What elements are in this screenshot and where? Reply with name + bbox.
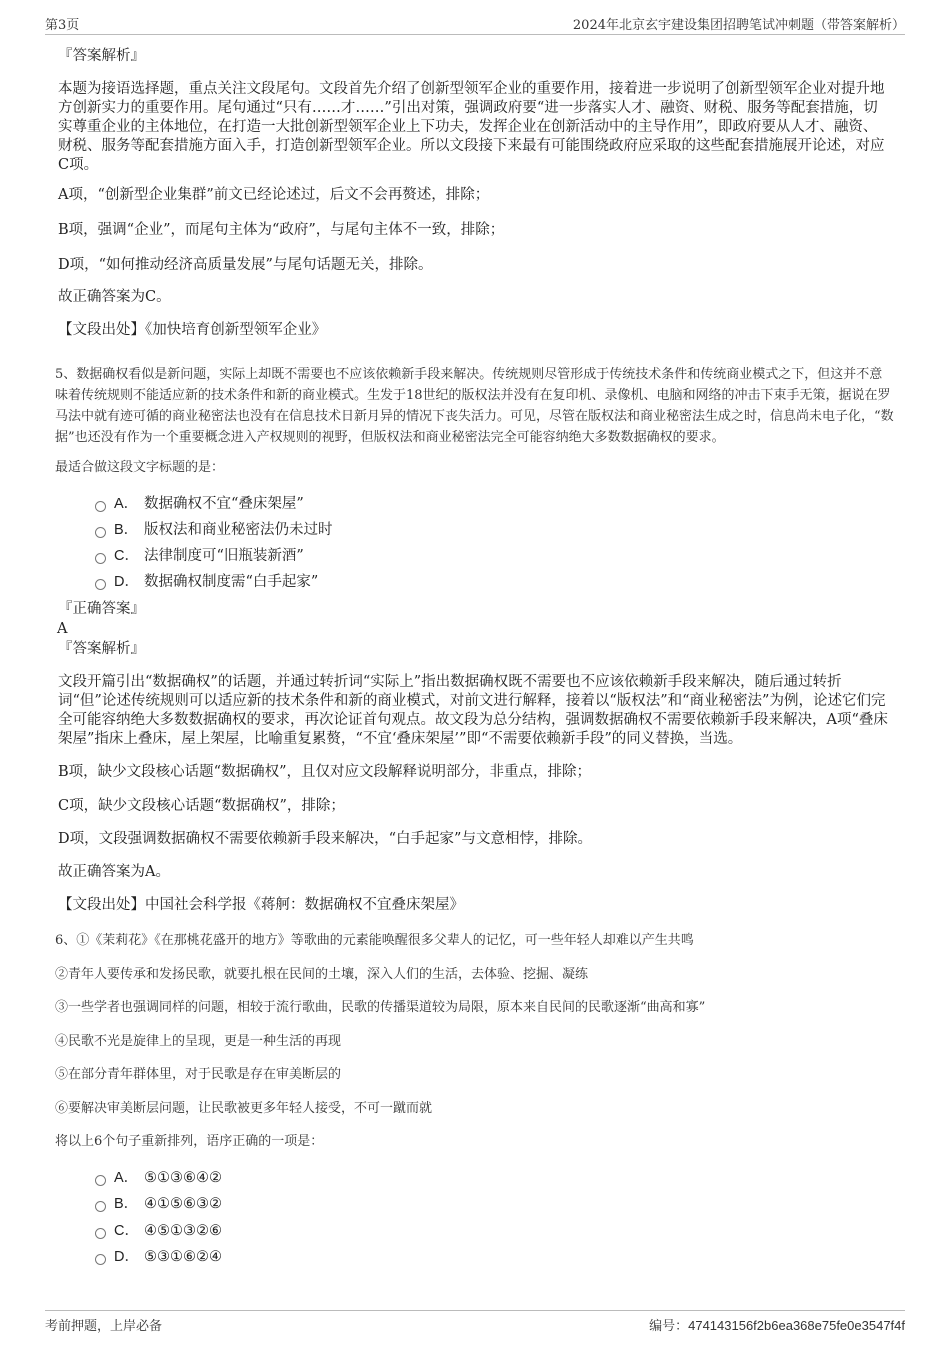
radio-icon[interactable] bbox=[95, 553, 106, 564]
q5-note-d: D项，文段强调数据确权不需要依赖新手段来解决，“白手起家”与文意相悖，排除。 bbox=[58, 831, 592, 847]
q5-conclusion: 故正确答案为A。 bbox=[58, 864, 170, 880]
q5-answer: A bbox=[57, 621, 68, 637]
page-header bbox=[45, 12, 905, 35]
radio-icon[interactable] bbox=[95, 1175, 106, 1186]
q6-option-a[interactable]: A． ⑤①③⑥④② bbox=[95, 1168, 222, 1188]
q5-note-b: B项，缺少文段核心话题“数据确权”，且仅对应文段解释说明部分，非重点，排除； bbox=[58, 764, 591, 780]
q5-source: 【文段出处】中国社会科学报《蒋舸：数据确权不宜叠床架屋》 bbox=[58, 897, 464, 913]
q5-note-c: C项，缺少文段核心话题“数据确权”，排除； bbox=[58, 798, 345, 814]
q4-analysis-body: 本题为接语选择题，重点关注文段尾句。文段首先介绍了创新型领军企业的重要作用，接着进一步说明了创新型领军企业对提升地方创新实力的重要作用。尾句通过“只有……才……”引出对策，强调政府要“进一步落实人才、融资、财税、服务等配套措施，切实尊重企业的主体地位，在打造一大批创新型领军企业上下功夫，发挥企业在创新活动中的主导作用”，即政府要从人才、融资、财税、服务等配套措施方面入手，打造创新型领军企业。所以文段接下来最有可能围绕政府应采取的这些配套措施展开论述，对应C项。 bbox=[58, 81, 885, 173]
radio-icon[interactable] bbox=[95, 527, 106, 538]
q4-note-d: D项，“如何推动经济高质量发展”与尾句话题无关，排除。 bbox=[58, 257, 433, 273]
document-code bbox=[649, 1315, 905, 1334]
q6-sentence-5: ⑤在部分青年群体里，对于民歌是存在审美断层的 bbox=[55, 1067, 342, 1082]
q6-prompt: 将以上6个句子重新排列，语序正确的一项是： bbox=[55, 1134, 324, 1149]
q5-analysis-label: 『答案解析』 bbox=[58, 641, 145, 657]
radio-icon[interactable] bbox=[95, 1254, 106, 1265]
q6-sentence-4: ④民歌不光是旋律上的呈现，更是一种生活的再现 bbox=[55, 1034, 342, 1049]
q6-sentence-2: ②青年人要传承和发扬民歌，就要扎根在民间的土壤，深入人们的生活，去体验、挖掘、凝练 bbox=[55, 967, 589, 982]
q5-answer-label: 『正确答案』 bbox=[58, 601, 145, 617]
q5-prompt: 最适合做这段文字标题的是： bbox=[55, 460, 225, 475]
q6-option-d[interactable]: D． ⑤③①⑥②④ bbox=[95, 1247, 222, 1267]
page-footer bbox=[45, 1310, 905, 1335]
q5-option-c[interactable]: C． 法律制度可“旧瓶装新酒” bbox=[95, 546, 304, 566]
footer-slogan: 考前押题，上岸必备 bbox=[45, 1319, 163, 1334]
q4-analysis-label: 『答案解析』 bbox=[58, 48, 145, 64]
code-label: 编号： bbox=[649, 1319, 689, 1334]
radio-icon[interactable] bbox=[95, 579, 106, 590]
q5-option-a[interactable]: A． 数据确权不宜“叠床架屋” bbox=[95, 494, 304, 514]
q5-analysis-body: 文段开篇引出“数据确权”的话题，并通过转折词“实际上”指出数据确权既不需要也不应该依赖新手段来解决，随后通过转折词“但”论述传统规则可以适应新的技术条件和新的商业模式，对前文进行解释，接着以“版权法”和“商业秘密法”为例，论述它们完全可能容纳绝大多数数据确权的要求，再次论证首句观点。故文段为总分结构，强调数据确权不需要依赖新手段来解决，A项“叠床架屋”指床上叠床，屋上架屋，比喻重复累赘，“不宜‘叠床架屋’”即“不需要依赖新手段”的同义替换，当选。 bbox=[58, 674, 888, 747]
q6-option-c[interactable]: C． ④⑤①③②⑥ bbox=[95, 1221, 222, 1241]
radio-icon[interactable] bbox=[95, 501, 106, 512]
q4-conclusion: 故正确答案为C。 bbox=[58, 289, 171, 305]
document-title: 2024年北京玄宇建设集团招聘笔试冲刺题（带答案解析） bbox=[572, 18, 905, 33]
page-number: 第3页 bbox=[45, 18, 80, 33]
code-value: 474143156f2b6ea368e75fe0e3547f4f bbox=[688, 1318, 905, 1333]
radio-icon[interactable] bbox=[95, 1201, 106, 1212]
q4-note-b: B项，强调“企业”，而尾句主体为“政府”，与尾句主体不一致，排除； bbox=[58, 222, 505, 238]
radio-icon[interactable] bbox=[95, 1228, 106, 1239]
q6-sentence-6: ⑥要解决审美断层问题，让民歌被更多年轻人接受，不可一蹴而就 bbox=[55, 1101, 433, 1116]
q6-option-b[interactable]: B． ④①⑤⑥③② bbox=[95, 1194, 222, 1214]
q5-option-b[interactable]: B． 版权法和商业秘密法仍未过时 bbox=[95, 520, 333, 540]
q4-note-a: A项，“创新型企业集群”前文已经论述过，后文不会再赘述，排除； bbox=[58, 187, 490, 203]
q5-option-d[interactable]: D． 数据确权制度需“白手起家” bbox=[95, 572, 318, 592]
q6-sentence-1: 6、①《茉莉花》《在那桃花盛开的地方》等歌曲的元素能唤醒很多父辈人的记忆，可一些年轻人却难以产生共鸣 bbox=[55, 933, 694, 948]
q6-sentence-3: ③一些学者也强调同样的问题，相较于流行歌曲，民歌的传播渠道较为局限，原本来自民间的民歌逐渐“曲高和寡” bbox=[55, 1000, 706, 1015]
q5-stem: 5、数据确权看似是新问题，实际上却既不需要也不应该依赖新手段来解决。传统规则尽管形成于传统技术条件和传统商业模式之下，但这并不意味着传统规则不能适应新的技术条件和新的商业模式。生发于18世纪的版权法并没有在复印机、录像机、电脑和网络的冲击下束手无策，据说在罗马法中就有迹可循的商业秘密法也没有在信息技术日新月异的情况下丧失活力。可见，尽管在版权法和商业秘密法生成之时，信息尚未电子化，“数据”也还没有作为一个重要概念进入产权规则的视野，但版权法和商业秘密法完全可能容纳绝大多数数据确权的要求。 bbox=[55, 367, 894, 445]
q4-source: 【文段出处】《加快培育创新型领军企业》 bbox=[58, 322, 327, 338]
